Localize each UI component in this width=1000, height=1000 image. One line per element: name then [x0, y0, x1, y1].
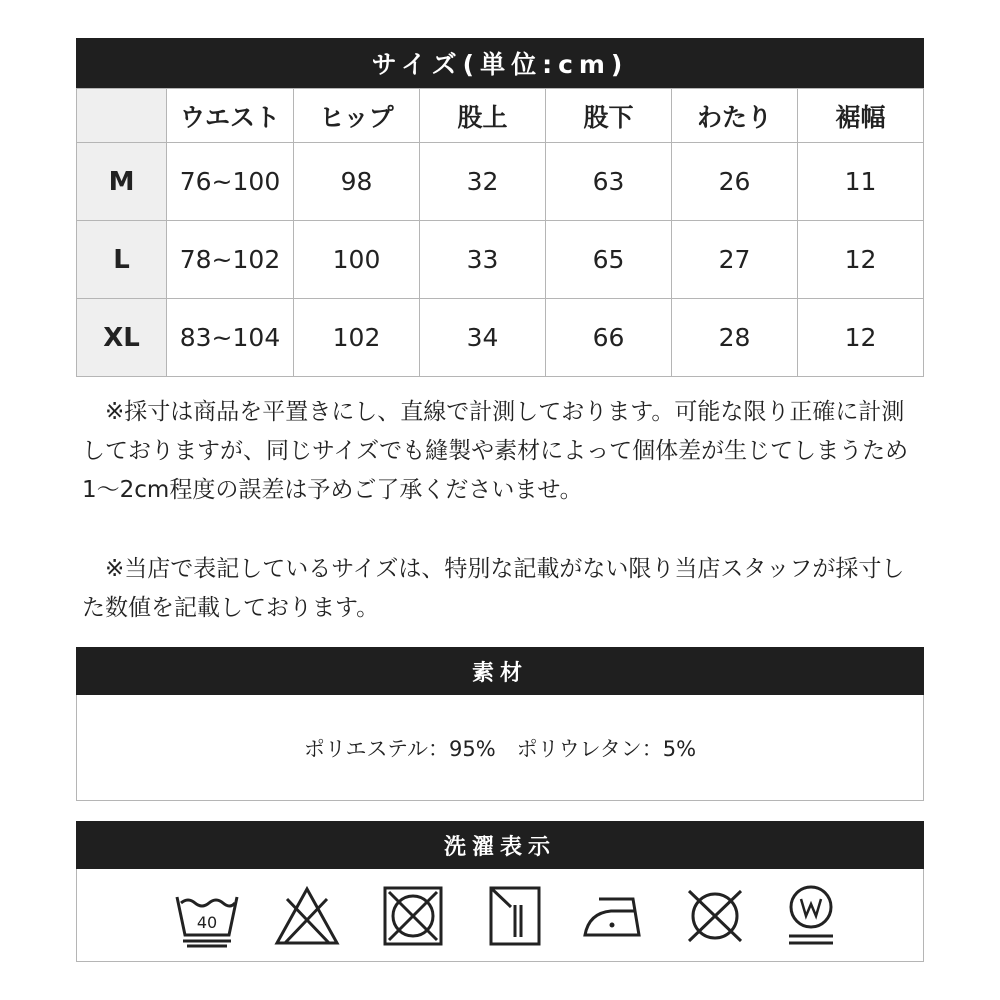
table-cell: 33 [420, 221, 546, 299]
table-cell: 12 [798, 221, 924, 299]
no-tumble-dry-icon [379, 883, 447, 949]
table-cell: 63 [546, 143, 672, 221]
iron-low-icon [581, 883, 649, 949]
table-cell: 11 [798, 143, 924, 221]
wet-clean-gentle-icon [777, 883, 845, 949]
measurement-note: ※採寸は商品を平置きにし、直線で計測しております。可能な限り正確に計測しておりますが、同じサイズでも縫製や素材によって個体差が生じてしまうため1～2cm程度の誤差は予めご了承くださいませ。 [82, 399, 909, 503]
table-cell: 32 [420, 143, 546, 221]
size-section-title: サイズ(単位:cm) [76, 38, 924, 88]
table-cell: 34 [420, 299, 546, 377]
material-composition: ポリエステル：95% ポリウレタン：5% [303, 736, 697, 761]
svg-text:40: 40 [196, 913, 218, 932]
material-box [76, 695, 924, 801]
size-label: M [77, 143, 167, 221]
column-header-waist: ウエスト [167, 89, 294, 143]
size-label: XL [77, 299, 167, 377]
no-dry-clean-icon [681, 883, 749, 949]
column-header-inseam: 股下 [546, 89, 672, 143]
washing-section-title: 洗濯表示 [76, 821, 924, 869]
table-cell: 102 [294, 299, 420, 377]
table-cell: 65 [546, 221, 672, 299]
column-header-rise: 股上 [420, 89, 546, 143]
table-cell: 28 [672, 299, 798, 377]
wash-40-icon [173, 883, 241, 949]
corner-cell [77, 89, 167, 143]
size-table-header-row [77, 89, 924, 143]
column-header-hip: ヒップ [294, 89, 420, 143]
column-header-hem-width: 裾幅 [798, 89, 924, 143]
column-header-thigh: わたり [672, 89, 798, 143]
table-cell: 78~102 [167, 221, 294, 299]
table-cell: 26 [672, 143, 798, 221]
size-label: L [77, 221, 167, 299]
table-row [77, 299, 924, 377]
table-cell: 27 [672, 221, 798, 299]
table-row [77, 221, 924, 299]
table-cell: 83~104 [167, 299, 294, 377]
table-cell: 98 [294, 143, 420, 221]
size-table [76, 88, 924, 377]
washing-symbols [76, 869, 924, 962]
table-row [77, 143, 924, 221]
table-cell: 12 [798, 299, 924, 377]
table-cell: 76~100 [167, 143, 294, 221]
no-bleach-icon [273, 883, 341, 949]
table-cell: 100 [294, 221, 420, 299]
material-section-title: 素材 [76, 647, 924, 695]
line-dry-shade-icon [481, 883, 549, 949]
table-cell: 66 [546, 299, 672, 377]
size-notation-note: ※当店で表記しているサイズは、特別な記載がない限り当店スタッフが採寸した数値を記載しております。 [82, 556, 905, 621]
